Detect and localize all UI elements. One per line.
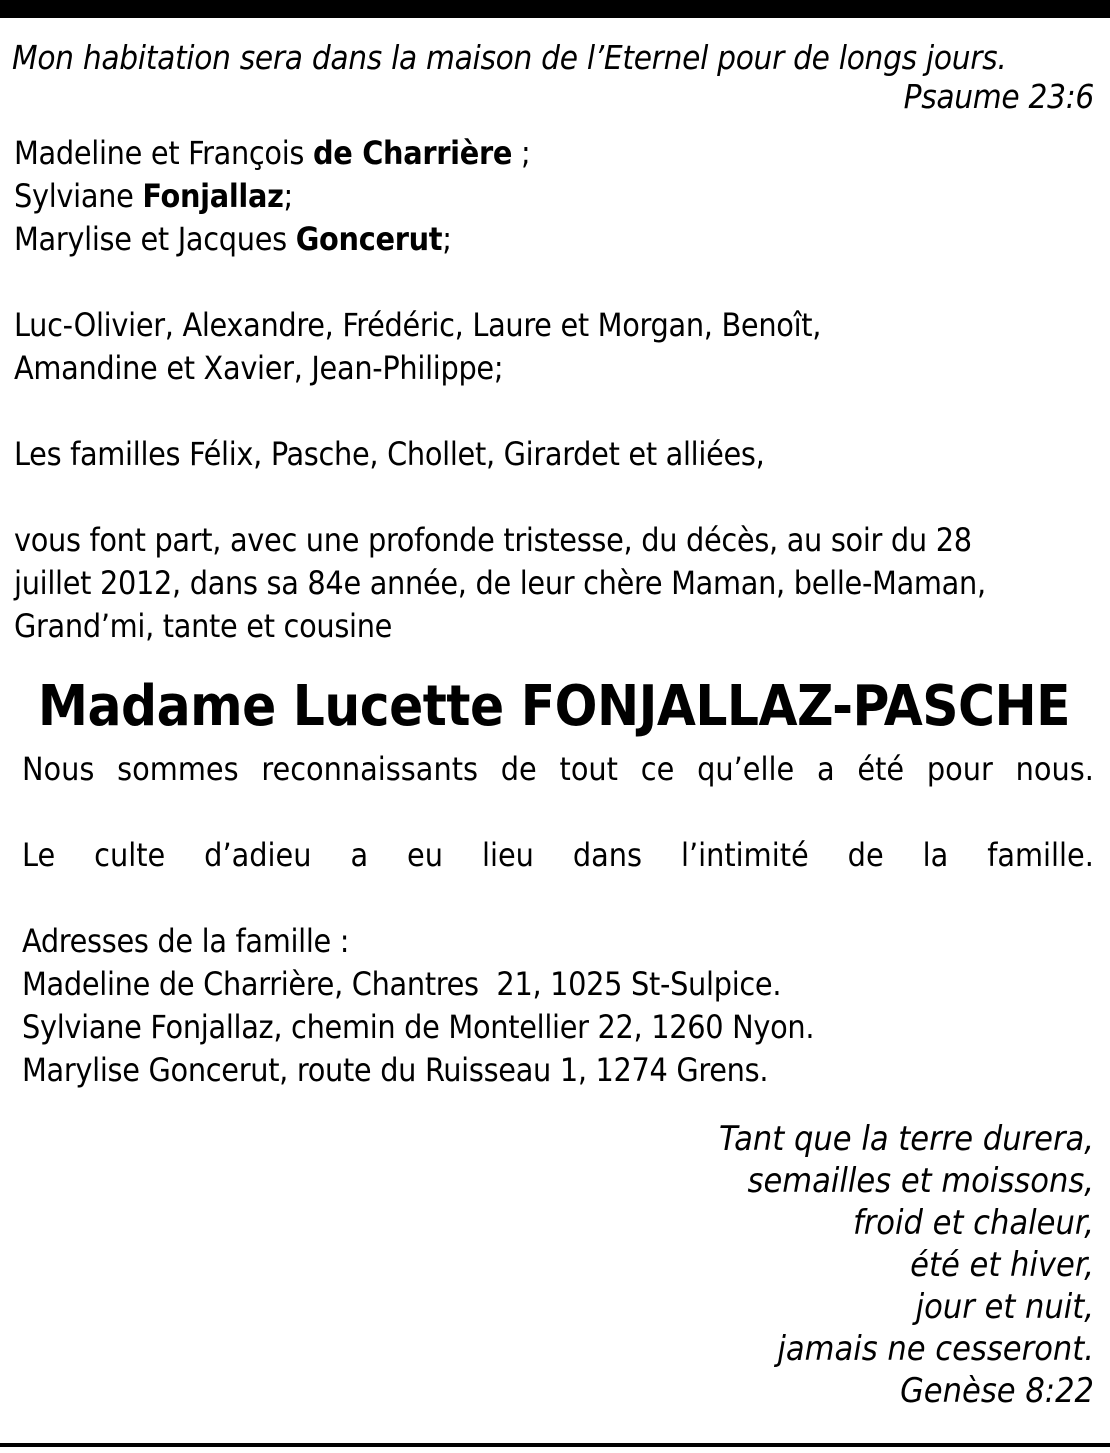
- closing-verse-line: Tant que la terre durera,: [719, 1119, 1094, 1159]
- gratitude-word: qu’elle: [697, 750, 795, 788]
- closing-verse-line: froid et chaleur,: [852, 1203, 1094, 1243]
- ceremony-word: l’intimité: [681, 836, 809, 874]
- announcement-line: vous font part, avec une profonde tristesse, du décès, au soir du 28: [14, 521, 972, 559]
- family-surname: Fonjallaz: [142, 177, 284, 215]
- ceremony-word: famille.: [987, 836, 1094, 874]
- spacer: [14, 390, 1094, 433]
- gratitude-word: pour: [926, 750, 993, 788]
- spacer: [14, 1092, 1094, 1118]
- ceremony-word: Le: [22, 836, 56, 874]
- ceremony-word: culte: [94, 836, 166, 874]
- top-border-rule: [0, 0, 1110, 18]
- ceremony-word: lieu: [481, 836, 534, 874]
- family-line: [14, 175, 1094, 218]
- family-line-prefix: Sylviane: [14, 177, 143, 215]
- address-line: Marylise Goncerut, route du Ruisseau 1, 1274 Grens.: [22, 1051, 769, 1089]
- family-line-prefix: Marylise et Jacques: [14, 220, 296, 258]
- address-line: Sylviane Fonjallaz, chemin de Montellier 22, 1260 Nyon.: [22, 1008, 815, 1046]
- ceremony-word: la: [922, 836, 949, 874]
- grandchildren-list: [14, 304, 1094, 390]
- family-line: [14, 132, 1094, 175]
- family-surname: de Charrière: [312, 134, 513, 172]
- ceremony-word: de: [847, 836, 884, 874]
- gratitude-word: Nous: [22, 750, 95, 788]
- family-line-prefix: Madeline et François: [14, 134, 313, 172]
- gratitude-word: a: [816, 750, 835, 788]
- gratitude-word: nous.: [1015, 750, 1094, 788]
- family-line-suffix: ;: [283, 177, 293, 215]
- announcement-line: Grand’mi, tante et cousine: [14, 607, 393, 645]
- ceremony-line: [14, 834, 1094, 877]
- closing-verse: [14, 1118, 1094, 1412]
- family-addresses: [14, 920, 1094, 1092]
- spacer: [14, 476, 1094, 519]
- spacer: [14, 877, 1094, 920]
- closing-verse-line: semailles et moissons,: [747, 1161, 1094, 1201]
- gratitude-word: sommes: [117, 750, 239, 788]
- obituary-notice: [14, 38, 1094, 1412]
- ceremony-word: dans: [572, 836, 643, 874]
- family-list: [14, 132, 1094, 261]
- closing-verse-reference: Genèse 8:22: [900, 1371, 1094, 1411]
- gratitude-word: été: [857, 750, 905, 788]
- deceased-name: Madame Lucette FONJALLAZ-PASCHE: [37, 674, 1071, 739]
- family-line-suffix: ;: [512, 134, 531, 172]
- bottom-border-rule: [0, 1443, 1110, 1447]
- family-line-suffix: ;: [442, 220, 452, 258]
- spacer: [14, 261, 1094, 304]
- closing-verse-line: jour et nuit,: [915, 1287, 1094, 1327]
- families-line: Les familles Félix, Pasche, Chollet, Girardet et alliées,: [14, 435, 765, 473]
- closing-verse-line: été et hiver,: [910, 1245, 1094, 1285]
- gratitude-line: [14, 748, 1094, 791]
- ceremony-word: eu: [407, 836, 443, 874]
- grandchildren-line: Luc-Olivier, Alexandre, Frédéric, Laure et Morgan, Benoît,: [14, 306, 822, 344]
- address-line: Madeline de Charrière, Chantres 21, 1025 St-Sulpice.: [22, 965, 782, 1003]
- spacer: [14, 791, 1094, 834]
- opening-verse: [14, 38, 1094, 116]
- family-line: [14, 218, 1094, 261]
- gratitude-word: de: [500, 750, 537, 788]
- spacer: [14, 116, 1094, 132]
- opening-verse-reference: Psaume 23:6: [903, 77, 1094, 116]
- closing-verse-line: jamais ne cesseront.: [777, 1329, 1094, 1369]
- opening-verse-text: Mon habitation sera dans la maison de l’Eternel pour de longs jours.: [12, 38, 1007, 77]
- ceremony-word: d’adieu: [204, 836, 312, 874]
- ceremony-word: a: [350, 836, 369, 874]
- announcement: [14, 519, 1094, 648]
- gratitude-word: tout: [559, 750, 618, 788]
- gratitude-word: reconnaissants: [261, 750, 478, 788]
- gratitude-word: ce: [640, 750, 675, 788]
- grandchildren-line: Amandine et Xavier, Jean-Philippe;: [14, 349, 504, 387]
- family-surname: Goncerut: [295, 220, 443, 258]
- addresses-heading: Adresses de la famille :: [22, 922, 350, 960]
- announcement-line: juillet 2012, dans sa 84e année, de leur chère Maman, belle-Maman,: [14, 564, 986, 602]
